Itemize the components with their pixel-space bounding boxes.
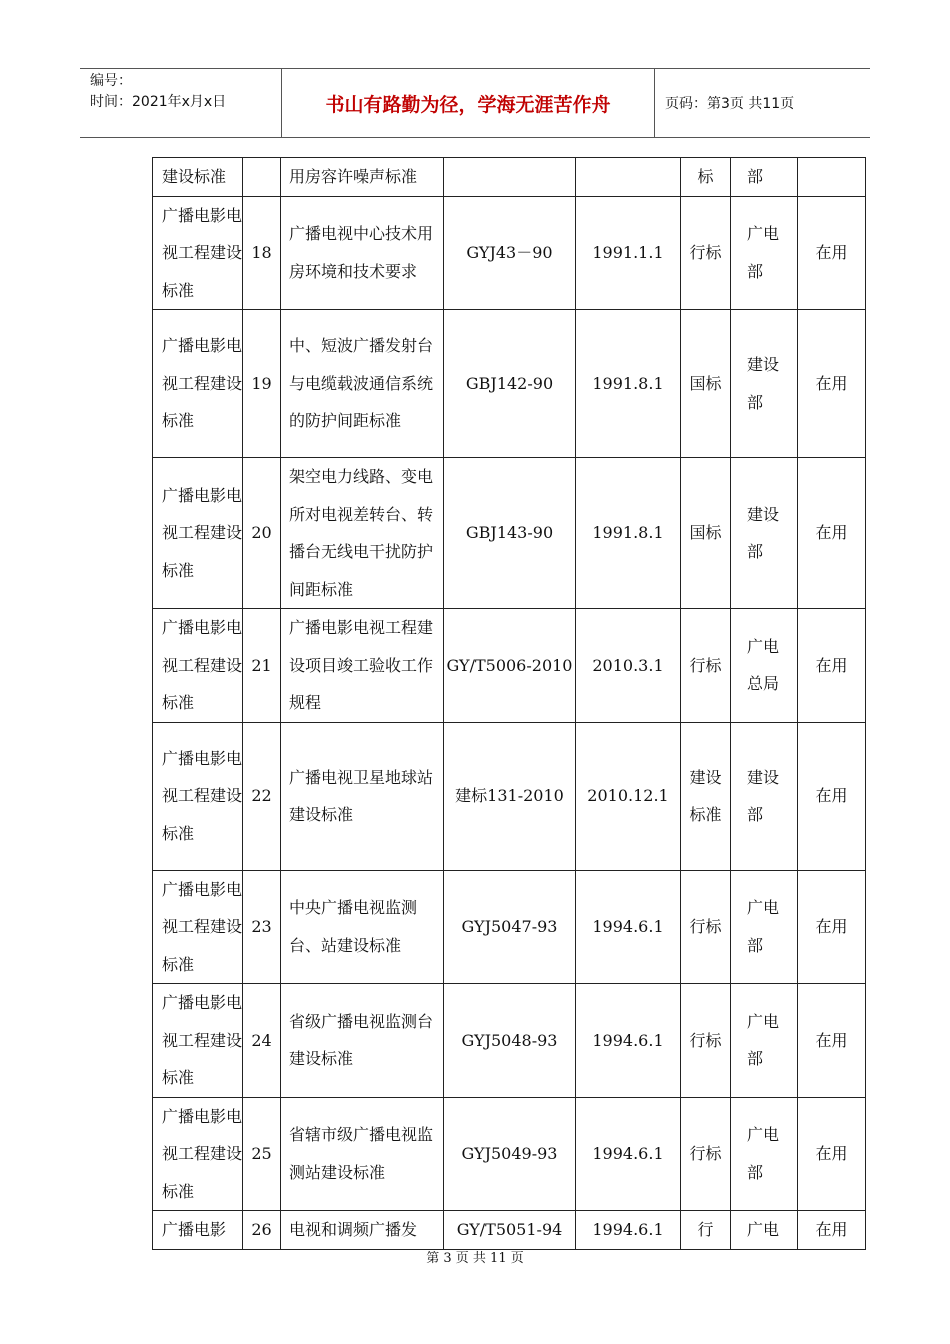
table-cell-category: 广播电影 xyxy=(153,1211,243,1250)
table-cell-name: 电视和调频广播发 xyxy=(281,1211,444,1250)
table-cell-status: 在用 xyxy=(798,870,866,984)
table-cell-number: 21 xyxy=(243,609,281,723)
table-cell-level: 建设标准 xyxy=(681,722,731,870)
table-cell-status: 在用 xyxy=(798,310,866,458)
table-cell-category: 广播电影电视工程建设标准 xyxy=(153,870,243,984)
table-cell-level: 行标 xyxy=(681,196,731,310)
table-cell-date: 2010.12.1 xyxy=(576,722,681,870)
table-cell-code: GBJ143-90 xyxy=(444,458,576,609)
table-cell-number: 24 xyxy=(243,984,281,1098)
table-row xyxy=(153,158,866,197)
table-cell-code: GYJ5049-93 xyxy=(444,1097,576,1211)
table-row xyxy=(153,196,866,310)
table-cell-date: 1994.6.1 xyxy=(576,1211,681,1250)
table-cell-code: 建标131-2010 xyxy=(444,722,576,870)
standards-table xyxy=(152,157,866,1250)
table-cell-number: 20 xyxy=(243,458,281,609)
table-cell-category: 广播电影电视工程建设标准 xyxy=(153,984,243,1098)
table-cell-level: 行 xyxy=(681,1211,731,1250)
table-cell-department: 广电部 xyxy=(731,870,798,984)
table-cell-category: 建设标准 xyxy=(153,158,243,197)
header-page-info: 页码：第3页 共11页 xyxy=(665,96,795,112)
table-cell-level: 国标 xyxy=(681,310,731,458)
table-cell-level: 国标 xyxy=(681,458,731,609)
table-cell-date: 2010.3.1 xyxy=(576,609,681,723)
table-cell-status: 在用 xyxy=(798,1211,866,1250)
table-cell-code: GY/T5006-2010 xyxy=(444,609,576,723)
table-cell-number: 19 xyxy=(243,310,281,458)
table-cell-status: 在用 xyxy=(798,984,866,1098)
table-cell-department: 建设部 xyxy=(731,458,798,609)
table-cell-name: 中央广播电视监测台、站建设标准 xyxy=(281,870,444,984)
table-row xyxy=(153,1097,866,1211)
table-cell-code xyxy=(444,158,576,197)
table-cell-level: 行标 xyxy=(681,1097,731,1211)
table-cell-status: 在用 xyxy=(798,609,866,723)
table-cell-code: GY/T5051-94 xyxy=(444,1211,576,1250)
table-cell-name: 架空电力线路、变电所对电视差转台、转播台无线电干扰防护间距标准 xyxy=(281,458,444,609)
table-cell-number: 18 xyxy=(243,196,281,310)
table-cell-date: 1994.6.1 xyxy=(576,1097,681,1211)
table-cell-category: 广播电影电视工程建设标准 xyxy=(153,609,243,723)
table-cell-code: GYJ5047-93 xyxy=(444,870,576,984)
table-cell-department: 广电总局 xyxy=(731,609,798,723)
table-cell-date: 1994.6.1 xyxy=(576,984,681,1098)
table-cell-name: 中、短波广播发射台与电缆载波通信系统的防护间距标准 xyxy=(281,310,444,458)
document-number: 编号： xyxy=(90,73,132,89)
table-cell-date: 1991.1.1 xyxy=(576,196,681,310)
table-cell-category: 广播电影电视工程建设标准 xyxy=(153,1097,243,1211)
table-cell-date: 1991.8.1 xyxy=(576,458,681,609)
header-motto: 书山有路勤为径，学海无涯苦作舟 xyxy=(281,69,655,137)
table-cell-level: 行标 xyxy=(681,609,731,723)
table-row xyxy=(153,609,866,723)
table-row xyxy=(153,310,866,458)
table-cell-category: 广播电影电视工程建设标准 xyxy=(153,310,243,458)
table-cell-department: 广电 xyxy=(731,1211,798,1250)
table-cell-department: 部 xyxy=(731,158,798,197)
table-row xyxy=(153,458,866,609)
table-cell-category: 广播电影电视工程建设标准 xyxy=(153,722,243,870)
table-cell-level: 行标 xyxy=(681,984,731,1098)
table-cell-date xyxy=(576,158,681,197)
page-header xyxy=(80,68,870,138)
document-time: 时间：2021年x月x日 xyxy=(90,94,227,110)
table-cell-name: 广播电视卫星地球站建设标准 xyxy=(281,722,444,870)
table-cell-department: 广电部 xyxy=(731,196,798,310)
table-cell-name: 省级广播电视监测台建设标准 xyxy=(281,984,444,1098)
table-cell-status: 在用 xyxy=(798,196,866,310)
table-cell-number: 25 xyxy=(243,1097,281,1211)
table-cell-status: 在用 xyxy=(798,1097,866,1211)
table-cell-level: 行标 xyxy=(681,870,731,984)
header-meta xyxy=(90,71,280,113)
table-cell-number: 23 xyxy=(243,870,281,984)
page-footer: 第 3 页 共 11 页 xyxy=(426,1251,524,1266)
table-cell-department: 广电部 xyxy=(731,984,798,1098)
table-cell-code: GBJ142-90 xyxy=(444,310,576,458)
table-row xyxy=(153,722,866,870)
table-row xyxy=(153,984,866,1098)
table-cell-department: 建设部 xyxy=(731,722,798,870)
table-cell-level: 标 xyxy=(681,158,731,197)
table-cell-code: GYJ43－90 xyxy=(444,196,576,310)
table-cell-number xyxy=(243,158,281,197)
table-cell-status: 在用 xyxy=(798,458,866,609)
table-cell-name: 省辖市级广播电视监测站建设标准 xyxy=(281,1097,444,1211)
table-cell-name: 广播电影电视工程建设项目竣工验收工作规程 xyxy=(281,609,444,723)
table-cell-category: 广播电影电视工程建设标准 xyxy=(153,196,243,310)
table-cell-status: 在用 xyxy=(798,722,866,870)
table-cell-department: 建设部 xyxy=(731,310,798,458)
table-cell-date: 1991.8.1 xyxy=(576,310,681,458)
table-cell-number: 26 xyxy=(243,1211,281,1250)
table-cell-category: 广播电影电视工程建设标准 xyxy=(153,458,243,609)
table-cell-number: 22 xyxy=(243,722,281,870)
table-cell-date: 1994.6.1 xyxy=(576,870,681,984)
table-cell-name: 用房容许噪声标准 xyxy=(281,158,444,197)
table-cell-status xyxy=(798,158,866,197)
table-cell-code: GYJ5048-93 xyxy=(444,984,576,1098)
table-cell-name: 广播电视中心技术用房环境和技术要求 xyxy=(281,196,444,310)
table-cell-department: 广电部 xyxy=(731,1097,798,1211)
table-row xyxy=(153,1211,866,1250)
table-row xyxy=(153,870,866,984)
